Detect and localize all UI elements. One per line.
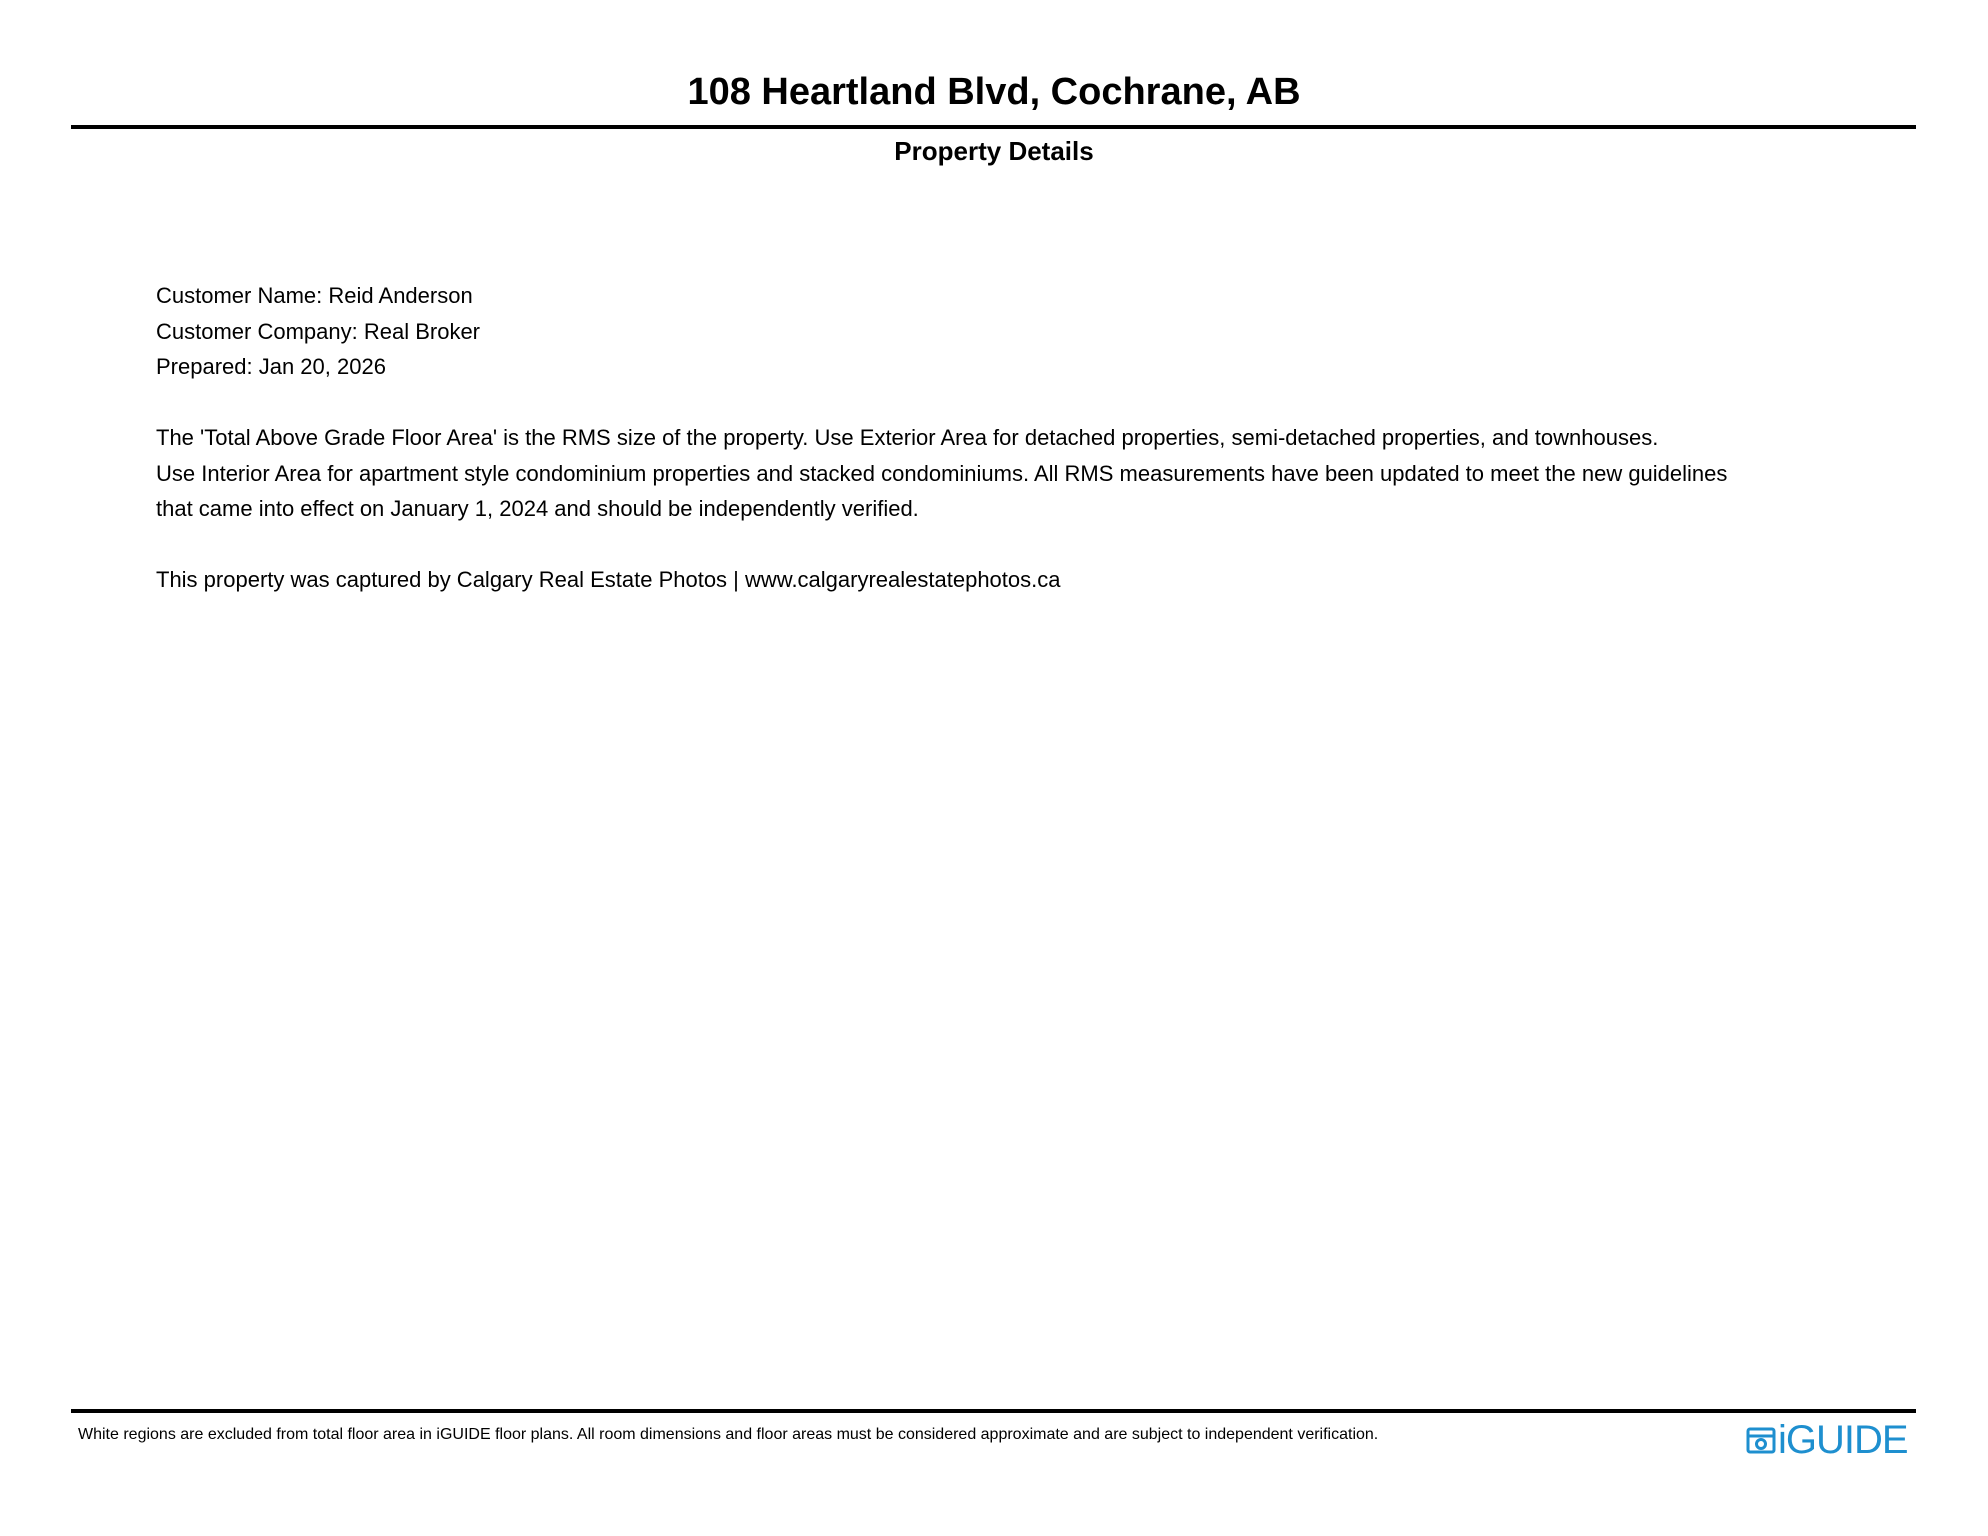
header-divider [71, 125, 1916, 129]
captured-by-credit: This property was captured by Calgary Real Estate Photos | www.calgaryrealestatephotos.ca [156, 567, 1061, 592]
customer-name: Customer Name: Reid Anderson [156, 283, 473, 308]
rms-note-line-1: The 'Total Above Grade Floor Area' is the RMS size of the property. Use Exterior Area for detached properties, semi-detached properties, and townhouses. [156, 425, 1659, 450]
footer-divider [71, 1409, 1916, 1413]
paragraph-spacer [156, 527, 1727, 563]
rms-note-line-3: that came into effect on January 1, 2024 and should be independently verified. [156, 496, 919, 521]
footer-disclaimer: White regions are excluded from total floor area in iGUIDE floor plans. All room dimensions and floor areas must be considered approximate and are subject to independent verification. [78, 1426, 1379, 1443]
paragraph-spacer [156, 385, 1727, 421]
page-title: 108 Heartland Blvd, Cochrane, AB [687, 71, 1301, 113]
iguide-camera-icon [1746, 1425, 1776, 1455]
customer-company: Customer Company: Real Broker [156, 318, 481, 344]
prepared-date: Prepared: Jan 20, 2026 [156, 354, 386, 379]
iguide-logo [1746, 1420, 1908, 1460]
iguide-logo-text: iGUIDE [1778, 1418, 1908, 1462]
property-details-block [156, 278, 1727, 598]
rms-note-line-2: Use Interior Area for apartment style condominium properties and stacked condominiums. All RMS measurements have been updated to meet the new guidelines [156, 460, 1728, 486]
page-subtitle: Property Details [894, 136, 1094, 166]
